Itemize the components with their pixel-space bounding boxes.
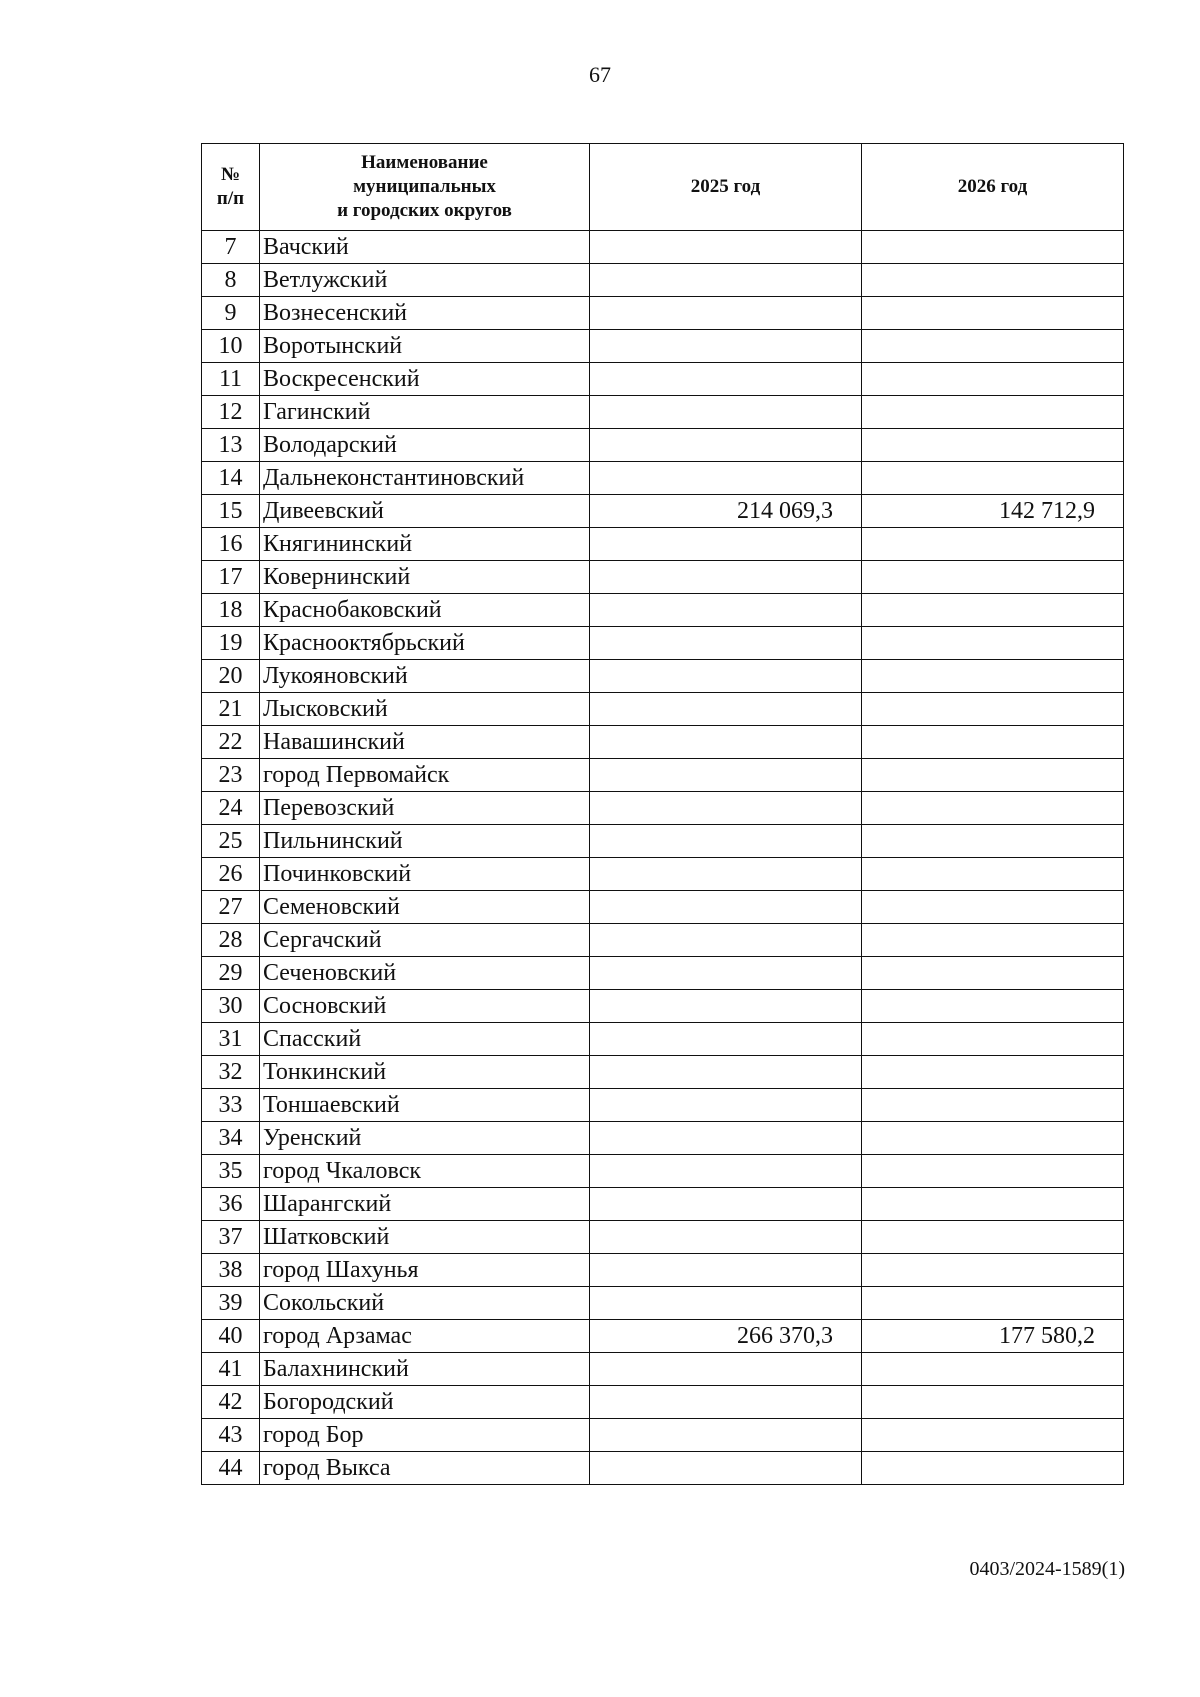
row-number-cell: 26 [202,858,260,891]
allocation-table [201,143,1124,1485]
table-row [202,561,1124,594]
municipality-name-cell: Княгининский [260,528,590,561]
municipality-name-cell: Пильнинский [260,825,590,858]
value-2026-cell [862,990,1124,1023]
value-2025-cell [590,1221,862,1254]
row-number-cell: 37 [202,1221,260,1254]
row-number-cell: 23 [202,759,260,792]
table-row [202,792,1124,825]
row-number-cell: 14 [202,462,260,495]
table-row [202,396,1124,429]
row-number-cell: 7 [202,231,260,264]
row-number-cell: 25 [202,825,260,858]
value-2025-cell [590,924,862,957]
value-2026-cell [862,297,1124,330]
value-2026-cell [862,462,1124,495]
table-row [202,1155,1124,1188]
table-row [202,462,1124,495]
row-number-cell: 17 [202,561,260,594]
table-row [202,1089,1124,1122]
municipality-name-cell: Починковский [260,858,590,891]
value-2025-cell [590,561,862,594]
table-row [202,693,1124,726]
value-2026-cell [862,627,1124,660]
row-number-cell: 12 [202,396,260,429]
municipality-name-cell: Сосновский [260,990,590,1023]
municipality-name-cell: Воскресенский [260,363,590,396]
value-2026-cell [862,264,1124,297]
value-2025-cell [590,528,862,561]
table-row [202,924,1124,957]
table-row [202,1287,1124,1320]
document-code: 0403/2024-1589(1) [969,1558,1125,1580]
row-number-cell: 31 [202,1023,260,1056]
municipality-name-cell: Ветлужский [260,264,590,297]
value-2025-cell [590,1254,862,1287]
municipality-name-cell: город Выкса [260,1452,590,1485]
row-number-cell: 39 [202,1287,260,1320]
value-2026-cell [862,396,1124,429]
municipality-name-cell: Краснооктябрьский [260,627,590,660]
value-2025-cell [590,594,862,627]
table-row [202,1320,1124,1353]
municipality-name-cell: Вачский [260,231,590,264]
value-2026-cell [862,660,1124,693]
value-2026-cell [862,825,1124,858]
municipality-name-cell: Гагинский [260,396,590,429]
row-number-cell: 41 [202,1353,260,1386]
header-municipality-name: Наименование муниципальных и городских округов [260,144,590,231]
table-row [202,297,1124,330]
value-2025-cell [590,726,862,759]
value-2026-cell [862,1188,1124,1221]
row-number-cell: 24 [202,792,260,825]
value-2025-cell [590,891,862,924]
value-2025-cell [590,330,862,363]
value-2025-cell [590,1023,862,1056]
municipality-name-cell: Спасский [260,1023,590,1056]
row-number-cell: 16 [202,528,260,561]
municipality-name-cell: Дивеевский [260,495,590,528]
row-number-cell: 38 [202,1254,260,1287]
value-2025-cell [590,1287,862,1320]
value-2026-cell [862,726,1124,759]
value-2026-cell [862,330,1124,363]
value-2025-cell [590,990,862,1023]
municipality-name-cell: Балахнинский [260,1353,590,1386]
table-row [202,528,1124,561]
value-2026-cell [862,561,1124,594]
value-2025-cell [590,792,862,825]
municipality-name-cell: Тоншаевский [260,1089,590,1122]
row-number-cell: 29 [202,957,260,990]
table-body [202,231,1124,1485]
header-number: № п/п [202,144,260,231]
row-number-cell: 44 [202,1452,260,1485]
table-row [202,858,1124,891]
row-number-cell: 20 [202,660,260,693]
value-2026-cell [862,528,1124,561]
value-2026-cell [862,891,1124,924]
value-2025-cell [590,264,862,297]
row-number-cell: 42 [202,1386,260,1419]
value-2025-cell [590,1056,862,1089]
table-row [202,726,1124,759]
row-number-cell: 9 [202,297,260,330]
value-2025-cell [590,297,862,330]
table-row [202,495,1124,528]
value-2026-cell [862,1386,1124,1419]
value-2026-cell [862,1287,1124,1320]
table-row [202,1122,1124,1155]
municipality-name-cell: Сеченовский [260,957,590,990]
table-row [202,660,1124,693]
value-2026-cell [862,363,1124,396]
municipality-name-cell: Навашинский [260,726,590,759]
value-2026-cell [862,1353,1124,1386]
value-2025-cell [590,396,862,429]
value-2025-cell [590,462,862,495]
value-2026-cell [862,1122,1124,1155]
row-number-cell: 11 [202,363,260,396]
value-2025-cell [590,660,862,693]
value-2026-cell [862,1023,1124,1056]
header-year-2025: 2025 год [590,144,862,231]
value-2026-cell [862,792,1124,825]
table-row [202,759,1124,792]
header-year-2026: 2026 год [862,144,1124,231]
value-2025-cell [590,1089,862,1122]
row-number-cell: 8 [202,264,260,297]
row-number-cell: 19 [202,627,260,660]
value-2025-cell [590,825,862,858]
table-row [202,1254,1124,1287]
value-2025-cell [590,231,862,264]
table-row [202,1452,1124,1485]
table-row [202,330,1124,363]
value-2026-cell [862,429,1124,462]
row-number-cell: 36 [202,1188,260,1221]
municipality-name-cell: Ковернинский [260,561,590,594]
value-2026-cell [862,1254,1124,1287]
municipality-name-cell: Уренский [260,1122,590,1155]
value-2025-cell [590,363,862,396]
table-row [202,1221,1124,1254]
municipality-name-cell: Сокольский [260,1287,590,1320]
row-number-cell: 13 [202,429,260,462]
value-2025-cell [590,1419,862,1452]
municipality-name-cell: Тонкинский [260,1056,590,1089]
value-2025-cell [590,1386,862,1419]
municipality-name-cell: город Арзамас [260,1320,590,1353]
value-2026-cell [862,693,1124,726]
row-number-cell: 40 [202,1320,260,1353]
table-row [202,1386,1124,1419]
municipality-name-cell: Лукояновский [260,660,590,693]
table-row [202,429,1124,462]
page-number: 67 [589,62,611,87]
municipality-name-cell: Лысковский [260,693,590,726]
value-2025-cell [590,1155,862,1188]
table-row [202,1353,1124,1386]
value-2025-cell [590,1122,862,1155]
table-row [202,957,1124,990]
table-row [202,264,1124,297]
value-2025-cell [590,429,862,462]
municipality-name-cell: Краснобаковский [260,594,590,627]
value-2025-cell [590,1188,862,1221]
table-row [202,1419,1124,1452]
value-2026-cell [862,957,1124,990]
value-2025-cell [590,858,862,891]
table-row [202,627,1124,660]
row-number-cell: 34 [202,1122,260,1155]
municipality-name-cell: Богородский [260,1386,590,1419]
value-2026-cell [862,1056,1124,1089]
municipality-name-cell: Воротынский [260,330,590,363]
row-number-cell: 43 [202,1419,260,1452]
table-row [202,1056,1124,1089]
value-2025-cell: 214 069,3 [590,495,862,528]
municipality-name-cell: Володарский [260,429,590,462]
value-2025-cell [590,627,862,660]
municipality-name-cell: Перевозский [260,792,590,825]
row-number-cell: 28 [202,924,260,957]
municipality-name-cell: Дальнеконстантиновский [260,462,590,495]
municipality-name-cell: город Шахунья [260,1254,590,1287]
value-2026-cell [862,1452,1124,1485]
value-2026-cell [862,231,1124,264]
municipality-name-cell: город Первомайск [260,759,590,792]
value-2026-cell [862,1155,1124,1188]
table-row [202,990,1124,1023]
municipality-name-cell: Семеновский [260,891,590,924]
row-number-cell: 27 [202,891,260,924]
table-row [202,594,1124,627]
table-row [202,825,1124,858]
row-number-cell: 21 [202,693,260,726]
row-number-cell: 18 [202,594,260,627]
value-2026-cell [862,594,1124,627]
value-2026-cell: 177 580,2 [862,1320,1124,1353]
table-row [202,891,1124,924]
table-row [202,363,1124,396]
value-2025-cell [590,1452,862,1485]
table-row [202,1188,1124,1221]
municipality-name-cell: Вознесенский [260,297,590,330]
value-2025-cell: 266 370,3 [590,1320,862,1353]
table-row [202,231,1124,264]
value-2026-cell [862,858,1124,891]
value-2026-cell: 142 712,9 [862,495,1124,528]
municipality-name-cell: город Чкаловск [260,1155,590,1188]
municipality-name-cell: Шарангский [260,1188,590,1221]
municipality-name-cell: Шатковский [260,1221,590,1254]
value-2026-cell [862,924,1124,957]
table-row [202,1023,1124,1056]
value-2026-cell [862,1221,1124,1254]
row-number-cell: 33 [202,1089,260,1122]
value-2026-cell [862,759,1124,792]
row-number-cell: 22 [202,726,260,759]
value-2025-cell [590,693,862,726]
row-number-cell: 35 [202,1155,260,1188]
value-2026-cell [862,1089,1124,1122]
row-number-cell: 10 [202,330,260,363]
row-number-cell: 32 [202,1056,260,1089]
municipality-name-cell: Сергачский [260,924,590,957]
value-2025-cell [590,759,862,792]
row-number-cell: 15 [202,495,260,528]
table-header-row [202,144,1124,231]
value-2026-cell [862,1419,1124,1452]
value-2025-cell [590,1353,862,1386]
municipality-name-cell: город Бор [260,1419,590,1452]
value-2025-cell [590,957,862,990]
row-number-cell: 30 [202,990,260,1023]
